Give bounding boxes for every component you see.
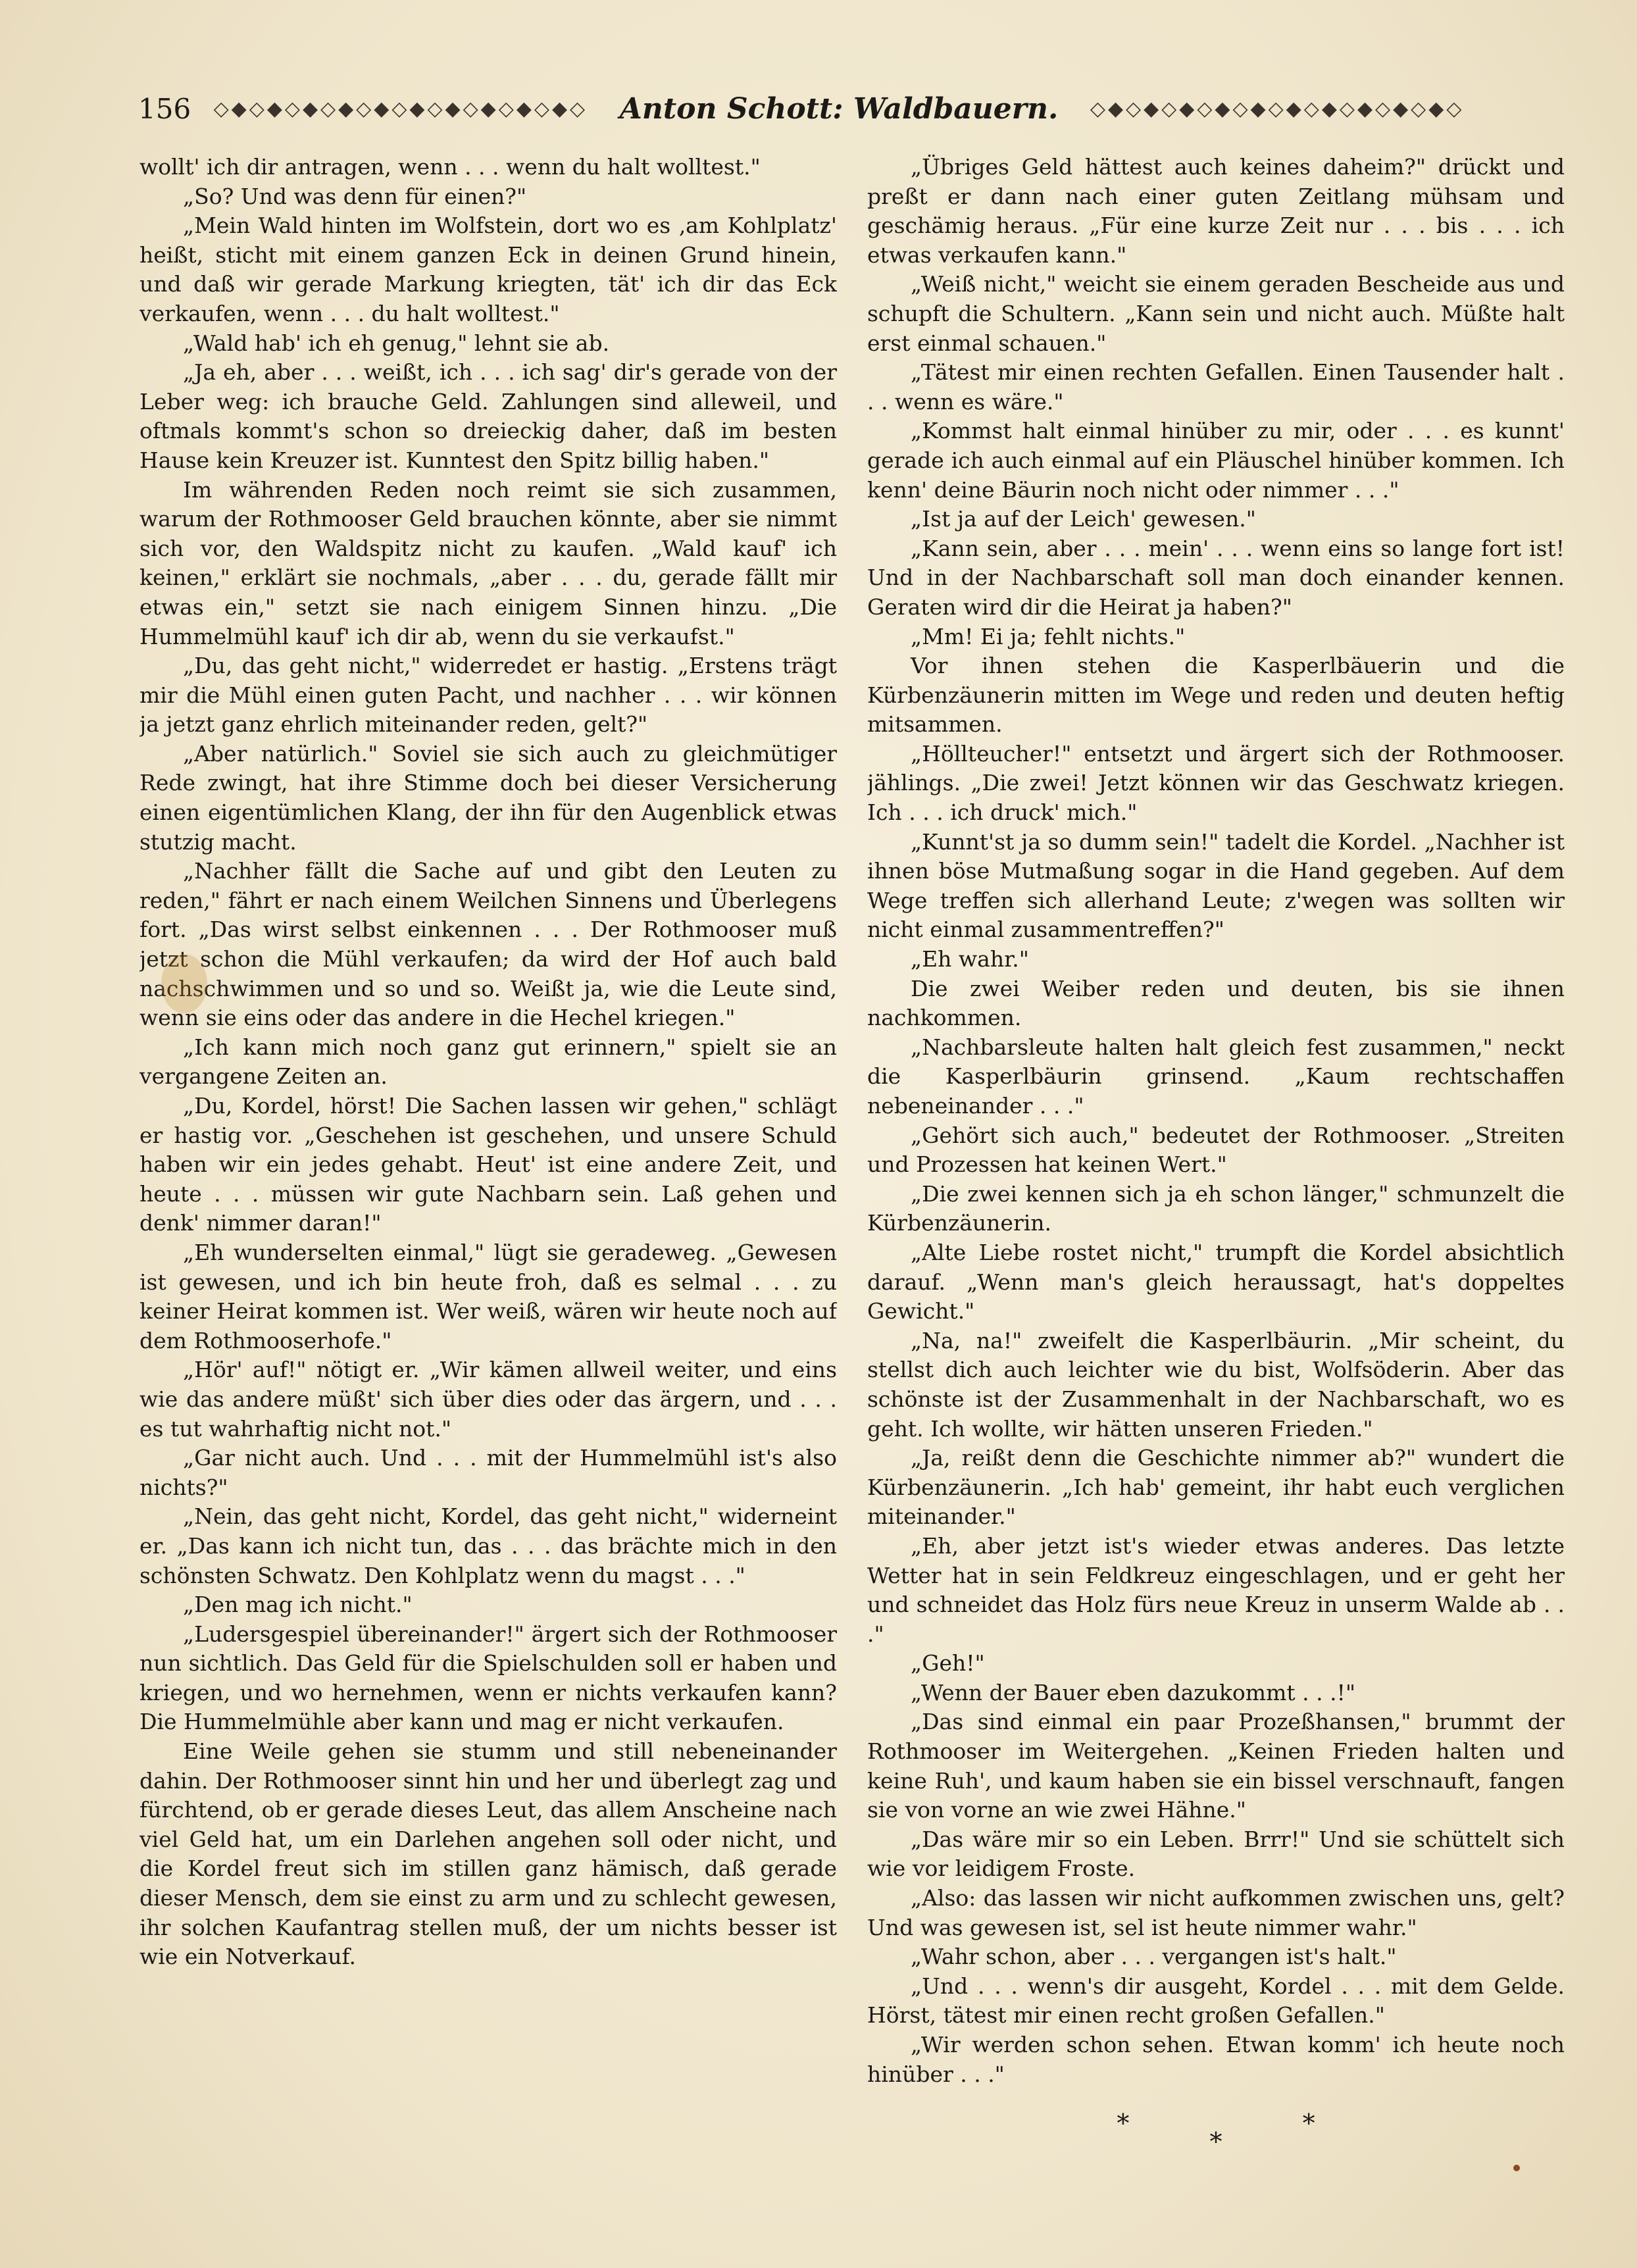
paragraph: „Den mag ich nicht." [183,1592,413,1618]
paragraph: „Gar nicht auch. Und . . . mit der Hummelmühl ist's also nichts?" [139,1445,837,1500]
paragraph: „Eh wunderselten einmal," lügt sie geradeweg. „Gewesen ist gewesen, und ich bin heute froh, daß es selmal . . . zu keiner Heirat kommen ist. Wer weiß, wären wir heute noch auf dem Rothmooserhofe." [139,1239,837,1353]
paragraph: „Tätest mir einen rechten Gefallen. Einen Tausender halt . . . wenn es wäre." [867,359,1565,415]
paragraph: „Die zwei kennen sich ja eh schon länger," schmunzelt die Kürbenzäunerin. [867,1180,1565,1236]
paragraph: Eine Weile gehen sie stumm und still nebeneinander dahin. Der Rothmooser sinnt hin und her und überlegt zag und fürchtend, ob er gerade dieses Leut, das allem Anscheine nach viel Geld hat, um ein Darlehen angehen soll oder nicht, und die Kordel freut sich im stillen ganz hämisch, daß gerade dieser Mensch, dem sie einst zu arm und zu schlecht gewesen, ihr solchen Kaufantrag stellen muß, der um nichts besser ist wie ein Notverkauf. [139,1738,837,1970]
paragraph: „Ja eh, aber . . . weißt, ich . . . ich sag' dir's gerade von der Leber weg: ich brauche Geld. Zahlungen sind alleweil, und oftmals kommt's schon so dreieckig daher, daß im besten Hause kein Kreuzer ist. Kunntest den Spitz billig haben." [139,359,837,473]
paragraph: „Kann sein, aber . . . mein' . . . wenn eins so lange fort ist! Und in der Nachbarschaft soll man doch einander kennen. Geraten wird dir die Heirat ja haben?" [867,535,1565,620]
paragraph: „Nachher fällt die Sache auf und gibt den Leuten zu reden," fährt er nach einem Weilchen Sinnens und Überlegens fort. „Das wirst selbst einkennen . . . Der Rothmooser muß jetzt schon die Mühl verkaufen; da wird der Hof auch bald nachschwimmen und so und so. Weißt ja, wie die Leute sind, wenn sie eins oder das andere in die Hechel kriegen." [139,858,837,1031]
paragraph: „Alte Liebe rostet nicht," trumpft die Kordel absichtlich darauf. „Wenn man's gleich heraussagt, hat's doppeltes Gewicht." [867,1239,1565,1324]
header-ornament-left: ◇◆◇◆◇◆◇◆◇◆◇◆◇◆◇◆◇◆◇◆◇ [213,97,588,120]
paragraph: „Wahr schon, aber . . . vergangen ist's halt." [911,1944,1397,1970]
paragraph: „Wald hab' ich eh genug," lehnt sie ab. [183,330,610,356]
paragraph: „Aber natürlich." Soviel sie sich auch zu gleichmütiger Rede zwingt, hat ihre Stimme doch bei dieser Versicherung einen eigentümlichen Klang, der ihn für den Augenblick etwas stutzig macht. [139,740,837,855]
paragraph: „Übriges Geld hättest auch keines daheim?" drückt und preßt er dann nach einer guten Zeitlang mühsam und geschämig heraus. „Für eine kurze Zeit nur . . . bis . . . ich etwas verkaufen kann." [867,154,1565,268]
paragraph: „Kommst halt einmal hinüber zu mir, oder . . . es kunnt' gerade ich auch einmal auf ein Pläuschel hinüber kommen. Ich kenn' deine Bäurin noch nicht oder nimmer . . ." [867,418,1565,503]
asterisk: * [1117,2109,1130,2138]
paragraph: „Eh wahr." [911,946,1029,972]
paragraph: „Na, na!" zweifelt die Kasperlbäurin. „Mir scheint, du stellst dich auch leichter wie du bist, Wolfsöderin. Aber das schönste ist der Zusammenhalt in der Nachbarschaft, wo es geht. Ich wollte, wir hätten unseren Frieden." [867,1327,1565,1442]
paragraph: „Weiß nicht," weicht sie einem geraden Bescheide aus und schupft die Schultern. „Kann sein und nicht auch. Müßte halt erst einmal schauen." [867,271,1565,356]
paragraph: „Du, Kordel, hörst! Die Sachen lassen wir gehen," schlägt er hastig vor. „Geschehen ist geschehen, und unsere Schuld haben wir ein jedes gehabt. Heut' ist eine andere Zeit, und heute . . . müssen wir gute Nachbarn sein. Laß gehen und denk' nimmer daran!" [139,1093,837,1236]
paragraph: „Gehört sich auch," bedeutet der Rothmooser. „Streiten und Prozessen hat keinen Wert." [867,1122,1565,1178]
header-ornament-right: ◇◆◇◆◇◆◇◆◇◆◇◆◇◆◇◆◇◆◇◆◇ [1090,97,1465,120]
asterisk: * [1302,2109,1315,2138]
paragraph: „Und . . . wenn's dir ausgeht, Kordel . . . mit dem Gelde. Hörst, tätest mir einen recht großen Gefallen." [867,1973,1565,2029]
paragraph: „Wir werden schon sehen. Etwan komm' ich heute noch hinüber . . ." [867,2032,1565,2087]
page-header [138,89,1480,128]
paragraph: „Das sind einmal ein paar Prozeßhansen," brummt der Rothmooser im Weitergehen. „Keinen Frieden halten und keine Ruh', und kaum haben sie ein bissel verschnauft, fangen sie von vorne an wie zwei Hähne." [867,1709,1565,1823]
running-title: Anton Schott: Waldbauern. [619,91,1059,126]
paragraph: „Ludersgespiel übereinander!" ärgert sich der Rothmooser nun sichtlich. Das Geld für die Spielschulden soll er haben und kriegen, und wo hernehmen, wenn er nichts verkaufen kann? Die Hummelmühle aber kann und mag er nicht verkaufen. [139,1621,837,1735]
paragraph: „Geh!" [911,1650,985,1676]
paragraph: „Höllteucher!" entsetzt und ärgert sich der Rothmooser. jählings. „Die zwei! Jetzt können wir das Geschwatz kriegen. Ich . . . ich druck' mich." [867,740,1565,826]
right-column [867,153,1565,2127]
paragraph: Die zwei Weiber reden und deuten, bis sie ihnen nachkommen. [867,975,1565,1031]
paragraph: „Das wäre mir so ein Leben. Brrr!" Und sie schüttelt sich wie vor leidigem Froste. [867,1826,1565,1882]
paragraph: „Nein, das geht nicht, Kordel, das geht nicht," widerneint er. „Das kann ich nicht tun, das . . . das brächte mich in den schönsten Schwatz. Den Kohlplatz wenn du magst . . ." [139,1503,837,1588]
paragraph: „Eh, aber jetzt ist's wieder etwas anderes. Das letzte Wetter hat in sein Feldkreuz eingeschlagen, und er geht her und schneidet das Holz fürs neue Kreuz in unserm Walde ab . . ." [867,1532,1565,1647]
paragraph: „Ich kann mich noch ganz gut erinnern," spielt sie an vergangene Zeiten an. [139,1034,837,1090]
paragraph: „Ja, reißt denn die Geschichte nimmer ab?" wundert die Kürbenzäunerin. „Ich hab' gemeint, ihr habt euch verglichen miteinander." [867,1445,1565,1530]
paragraph: „Kunnt'st ja so dumm sein!" tadelt die Kordel. „Nachher ist ihnen böse Mutmaßung sogar in die Hand gegeben. Auf dem Wege treffen sich allerhand Leute; z'wegen was sollten wir nicht einmal zusammentreffen?" [867,828,1565,943]
section-end-asterisks [867,2109,1565,2155]
paragraph: „Ist ja auf der Leich' gewesen." [911,506,1256,532]
left-column [139,153,837,2127]
paragraph: „Also: das lassen wir nicht aufkommen zwischen uns, gelt? Und was gewesen ist, sel ist heute nimmer wahr." [867,1885,1565,1940]
paragraph: „Mm! Ei ja; fehlt nichts." [911,623,1186,649]
paragraph: Vor ihnen stehen die Kasperlbäuerin und die Kürbenzäunerin mitten im Wege und reden und deuten heftig mitsammen. [867,653,1565,738]
paragraph: „Hör' auf!" nötigt er. „Wir kämen allweil weiter, und eins wie das andere müßt' sich über dies oder das ärgern, und . . . es tut wahrhaftig nicht not." [139,1357,837,1442]
paragraph: Im währenden Reden noch reimt sie sich zusammen, warum der Rothmooser Geld brauchen könnte, aber sie nimmt sich vor, den Waldspitz nicht zu kaufen. „Wald kauf' ich keinen," erklärt sie nochmals, „aber . . . du, gerade fällt mir etwas ein," setzt sie nach einigem Sinnen hinzu. „Die Hummelmühl kauf' ich dir ab, wenn du sie verkaufst." [139,476,837,649]
asterisk: * [1209,2127,1222,2156]
paragraph: „Wenn der Bauer eben dazukommt . . .!" [911,1679,1356,1705]
paragraph: „Du, das geht nicht," widerredet er hastig. „Erstens trägt mir die Mühl einen guten Pacht, und nachher . . . wir können ja jetzt ganz ehrlich miteinander reden, gelt?" [139,653,837,738]
paper-spot [1513,2165,1520,2171]
paragraph: „Mein Wald hinten im Wolfstein, dort wo es ‚am Kohlplatz' heißt, sticht mit einem ganzen Eck in deinen Grund hinein, und daß wir gerade Markung kriegten, tät' ich dir das Eck verkaufen, wenn . . . du halt wolltest." [139,213,837,326]
paragraph: „Nachbarsleute halten halt gleich fest zusammen," neckt die Kasperlbäurin grinsend. „Kaum rechtschaffen nebeneinander . . ." [867,1034,1565,1119]
paragraph: „So? Und was denn für einen?" [183,183,527,209]
paragraph: wollt' ich dir antragen, wenn . . . wenn du halt wolltest." [139,154,761,180]
paper-stain [161,954,207,1013]
page-number: 156 [138,92,191,125]
